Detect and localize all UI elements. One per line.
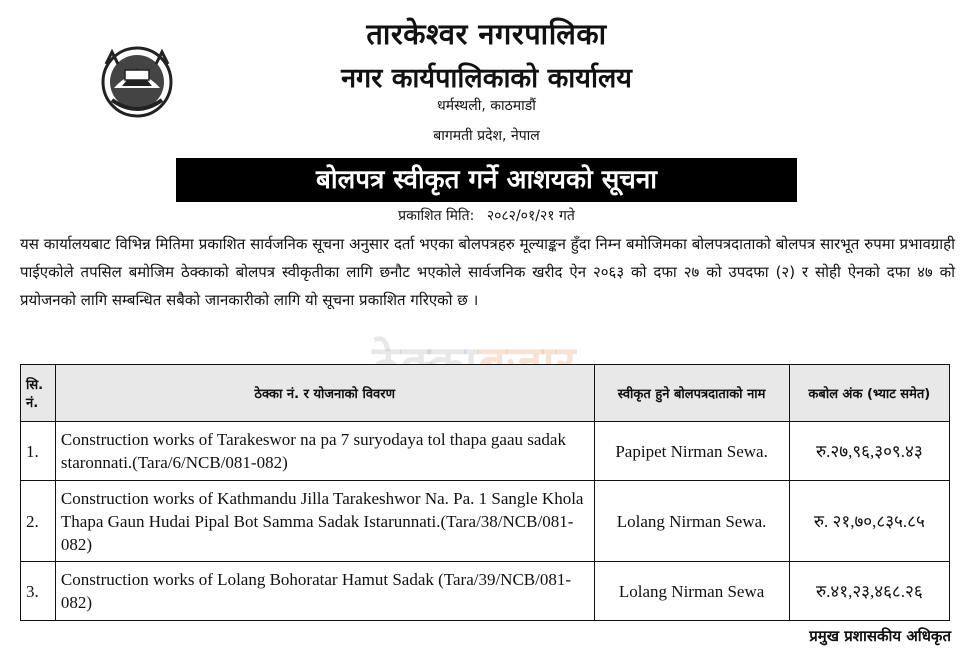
table-row: [21, 562, 950, 621]
row-bidder: Papipet Nirman Sewa.: [594, 422, 789, 481]
municipality-title: तारकेश्वर नगरपालिका: [366, 17, 607, 51]
row-amount: रु.४१,२३,४६८.२६: [789, 562, 949, 621]
row-sn: 1.: [21, 422, 56, 481]
office-subtitle: नगर कार्यपालिकाको कार्यालय: [341, 63, 632, 94]
signatory-title: प्रमुख प्रशासकीय अधिकृत: [809, 627, 951, 645]
address-line-1: धर्मस्थली, काठमाडौं: [437, 98, 536, 114]
notice-heading-banner: बोलपत्र स्वीकृत गर्ने आशयको सूचना: [176, 158, 797, 202]
row-description: Construction works of Lolang Bohoratar Hamut Sadak (Tara/39/NCB/081-082): [55, 562, 594, 621]
header-bidder: स्वीकृत हुने बोलपत्रदाताको नाम: [594, 365, 789, 422]
notice-body: यस कार्यालयबाट विभिन्न मितिमा प्रकाशित सार्वजनिक सूचना अनुसार दर्ता भएका बोलपत्रहरु मूल्याङ्कन हुँदा निम्न बमोजिमका बोलपत्रदाताको बोलपत्र सारभूत रुपमा प्रभावग्राही पाईएकोले तपसिल बमोजिम ठेक्काको बोलपत्र स्वीकृतीका लागि छनौट भएकोले सार्वजनिक खरीद ऐन २०६३ को दफा २७ को उपदफा (२) र सोही ऐनको दफा ४७ को प्रयोजनको लागि सम्बन्धित सबैको जानकारीको लागि यो सूचना प्रकाशित गरिएको छ ।: [20, 235, 955, 309]
tender-table: [20, 364, 950, 621]
header-sn: सि. नं.: [21, 365, 56, 422]
row-sn: 2.: [21, 481, 56, 562]
header-description: ठेक्का नं. र योजनाको विवरण: [55, 365, 594, 422]
address-line-2: बागमती प्रदेश, नेपाल: [433, 128, 540, 144]
published-date-line: [0, 206, 973, 225]
table-row: [21, 422, 950, 481]
published-label: प्रकाशित मिति:: [398, 208, 475, 224]
table-row: [21, 481, 950, 562]
header-amount: कबोल अंक (भ्याट समेत): [789, 365, 949, 422]
row-sn: 3.: [21, 562, 56, 621]
row-description: Construction works of Kathmandu Jilla Tarakeshwor Na. Pa. 1 Sangle Khola Thapa Gaun Hudai Pipal Bot Samma Sadak Istarunnati.(Tara/38/NCB/081-082): [55, 481, 594, 562]
published-date: २०८२/०१/२१ गते: [486, 208, 575, 224]
row-bidder: Lolang Nirman Sewa.: [594, 481, 789, 562]
table-header-row: [21, 365, 950, 422]
row-amount: रु.२७,९६,३०९.४३: [789, 422, 949, 481]
row-amount: रु. २१,७०,८३५.८५: [789, 481, 949, 562]
row-description: Construction works of Tarakeswor na pa 7 suryodaya tol thapa gaau sadak staronnati.(Tara/6/NCB/081-082): [55, 422, 594, 481]
row-bidder: Lolang Nirman Sewa: [594, 562, 789, 621]
